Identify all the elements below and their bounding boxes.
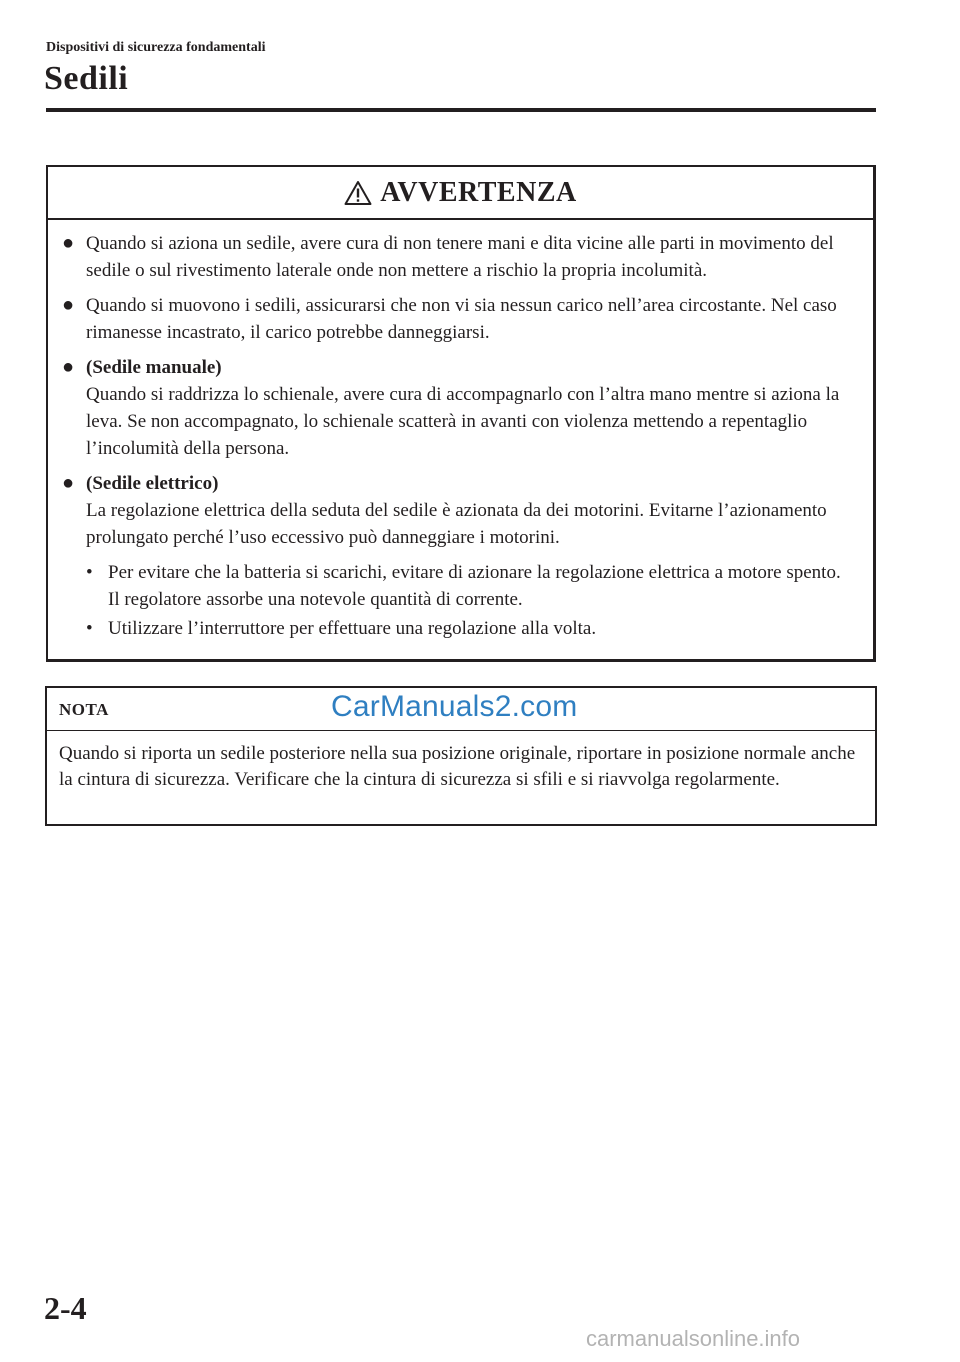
- warning-header: [48, 167, 873, 220]
- sub-item-text: Per evitare che la batteria si scarichi, evitare di azionare la regolazione elettrica a motore spento. Il regolatore assorbe una notevole quantità di corrente.: [108, 562, 841, 610]
- sub-list-item: [86, 615, 857, 642]
- bullet-icon: ●: [62, 232, 75, 254]
- note-text: Quando si riporta un sedile posteriore nella sua posizione originale, riportare in posizione normale anche la cintura di sicurezza. Verificare che la cintura di sicurezza si sfili e si riavvolga regolarmente.: [59, 743, 856, 790]
- sub-list: [62, 559, 857, 642]
- warning-text: Quando si raddrizza lo schienale, avere cura di accompagnarlo con l’altra mano mentre si aziona la leva. Se non accompagnato, lo schienale scatterà in avanti con violenza mettendo a repentaglio l’incolumità della persona.: [86, 384, 840, 459]
- bullet-icon: ●: [62, 294, 75, 316]
- watermark-logo: CarManuals2.com: [331, 690, 578, 723]
- bullet-icon: ●: [62, 472, 75, 494]
- warning-title: AVVERTENZA: [380, 176, 577, 208]
- warning-item-content: [86, 354, 857, 462]
- warning-item-content: [86, 470, 857, 551]
- warning-text: Quando si aziona un sedile, avere cura di non tenere mani e dita vicine alle parti in movimento del sedile o sul rivestimento laterale onde non mettere a rischio la propria incolumità.: [86, 233, 834, 281]
- list-item: [62, 470, 857, 551]
- watermark-footer: carmanualsonline.info: [586, 1326, 801, 1351]
- bullet-icon: ●: [62, 356, 75, 378]
- list-item: [62, 292, 857, 346]
- sub-item-text: Utilizzare l’interruttore per effettuare una regolazione alla volta.: [108, 618, 597, 639]
- list-item: [62, 354, 857, 462]
- sub-list-item: [86, 559, 857, 613]
- section-label: Dispositivi di sicurezza fondamentali: [46, 40, 266, 55]
- list-item: [62, 230, 857, 284]
- note-title: NOTA: [59, 700, 109, 719]
- warning-box: [46, 165, 876, 662]
- title-divider: [46, 108, 876, 112]
- page-number: 2-4: [44, 1290, 87, 1326]
- warning-text: Quando si muovono i sedili, assicurarsi che non vi sia nessun carico nell’area circostante. Nel caso rimanesse incastrato, il carico potrebbe danneggiarsi.: [86, 295, 837, 343]
- warning-item-heading: (Sedile elettrico): [86, 473, 219, 494]
- warning-body: [48, 220, 873, 642]
- warning-text: La regolazione elettrica della seduta del sedile è azionata da dei motorini. Evitarne l’azionamento prolungato perché l’uso eccessivo può danneggiare i motorini.: [86, 500, 827, 548]
- page-title: Sedili: [44, 60, 129, 97]
- warning-item-heading: (Sedile manuale): [86, 357, 222, 378]
- note-box: [45, 686, 877, 826]
- note-header: [47, 688, 875, 731]
- small-bullet-icon: •: [86, 618, 93, 639]
- small-bullet-icon: •: [86, 562, 93, 583]
- warning-triangle-icon: [344, 180, 372, 206]
